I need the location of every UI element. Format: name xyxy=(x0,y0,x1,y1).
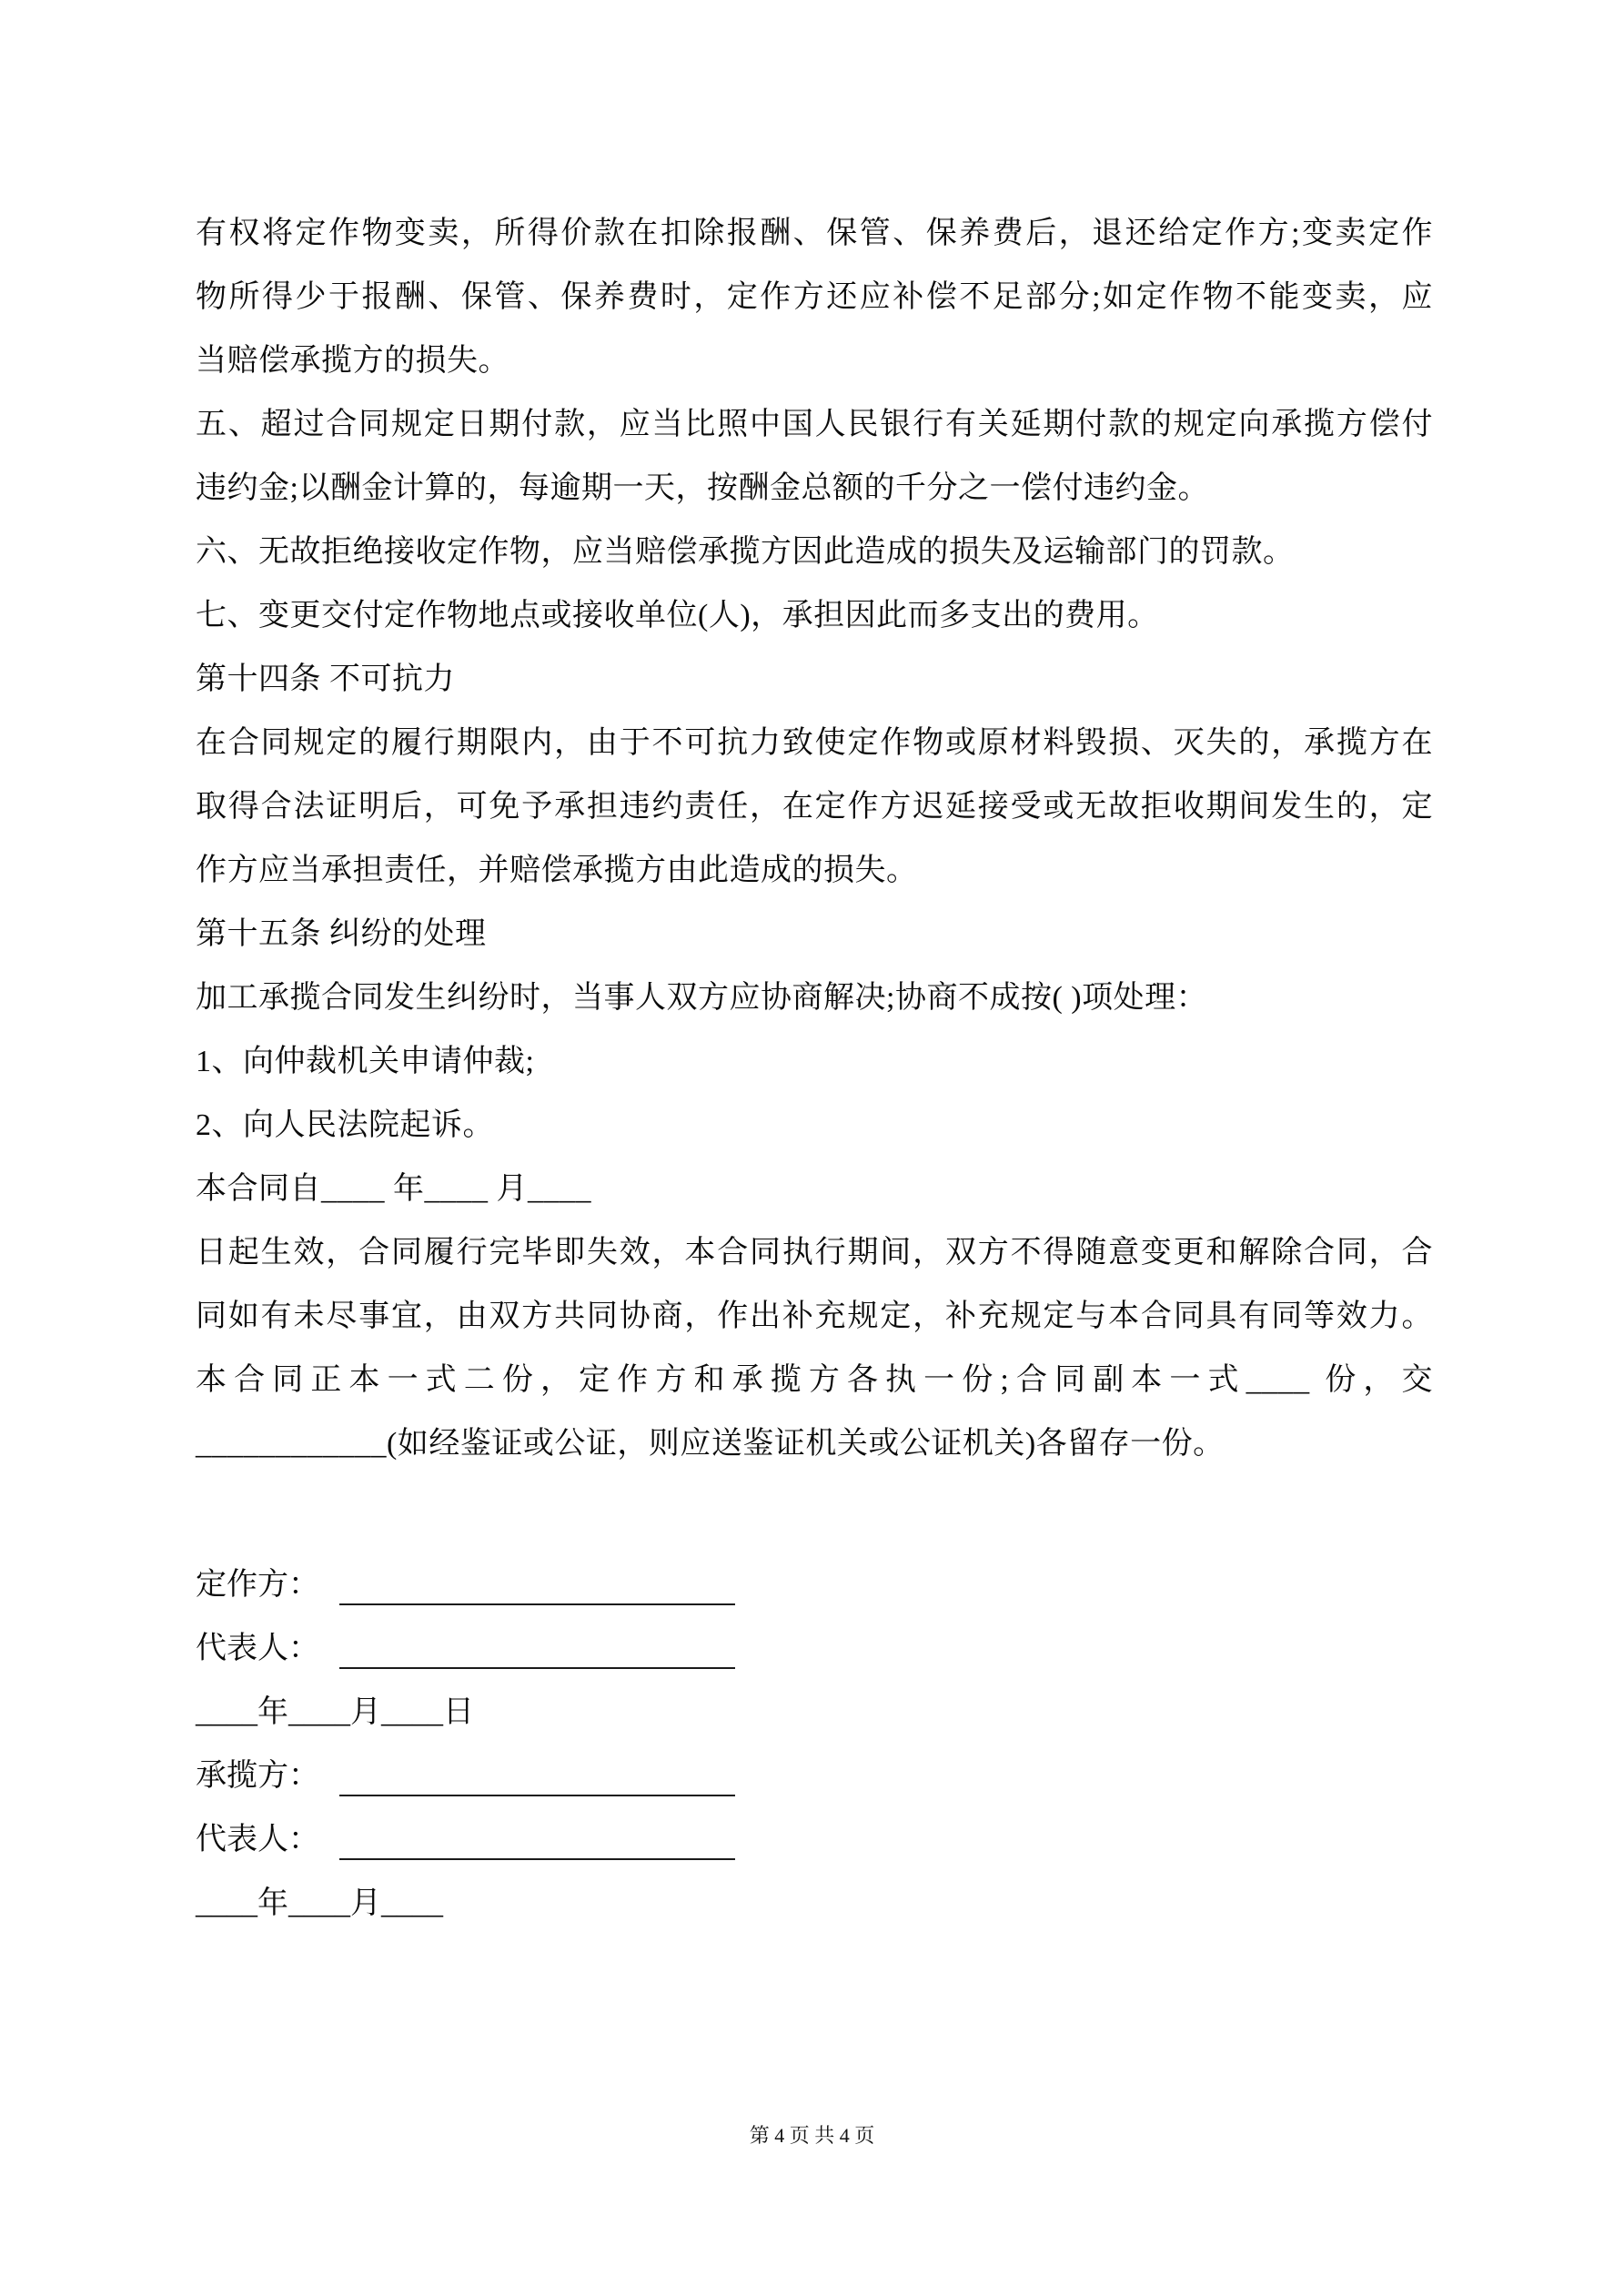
body-line: 六、无故拒绝接收定作物，应当赔偿承揽方因此造成的损失及运输部门的罚款。 xyxy=(196,535,1295,569)
clause-heading: 第十四条 不可抗力 xyxy=(196,663,455,696)
body-line: 在合同规定的履行期限内，由于不可抗力致使定作物或原材料毁损、灭失的，承揽方在 xyxy=(196,726,1433,760)
list-item: 2、向人民法院起诉。 xyxy=(196,1108,494,1142)
body-line: 同如有未尽事宜，由双方共同协商，作出补充规定，补充规定与本合同具有同等效力。 xyxy=(196,1300,1433,1333)
signature-blank-line xyxy=(339,1776,735,1796)
signature-blank-line xyxy=(339,1585,735,1605)
signature-row xyxy=(196,1808,1433,1872)
signature-label: 承揽方： xyxy=(196,1759,319,1793)
signature-label: 定作方： xyxy=(196,1568,319,1602)
clause-heading: 第十五条 纠纷的处理 xyxy=(196,917,487,951)
body-line: 五、超过合同规定日期付款，应当比照中国人民银行有关延期付款的规定向承揽方偿付 xyxy=(196,408,1433,441)
list-item: 1、向仲裁机关申请仲裁; xyxy=(196,1045,535,1078)
body-line: 当赔偿承揽方的损失。 xyxy=(196,344,509,378)
signature-blank-line xyxy=(339,1649,735,1669)
body-line: 七、变更交付定作物地点或接收单位(人)，承担因此而多支出的费用。 xyxy=(196,599,1159,632)
signature-date-row: ____年____月____日 xyxy=(196,1695,474,1729)
body-line: 作方应当承担责任，并赔偿承揽方由此造成的损失。 xyxy=(196,854,918,887)
signature-row xyxy=(196,1745,1433,1808)
signature-row xyxy=(196,1553,1433,1617)
signature-date-row: ____年____月____ xyxy=(196,1886,443,1920)
body-line: 物所得少于报酬、保管、保养费时，定作方还应补偿不足部分;如定作物不能变卖，应 xyxy=(196,280,1433,314)
body-line: 取得合法证明后，可免予承担违约责任，在定作方迟延接受或无故拒收期间发生的，定 xyxy=(196,790,1433,824)
body-line: 违约金;以酬金计算的，每逾期一天，按酬金总额的千分之一偿付违约金。 xyxy=(196,471,1209,505)
signature-blank-line xyxy=(339,1840,735,1860)
body-line: ____________(如经鉴证或公证，则应送鉴证机关或公证机关)各留存一份。 xyxy=(196,1427,1225,1461)
page-number: 第 4 页 共 4 页 xyxy=(749,2124,875,2147)
signature-label: 代表人： xyxy=(196,1823,319,1856)
body-line: 本合同正本一式二份，定作方和承揽方各执一份;合同副本一式____ 份，交 xyxy=(196,1363,1433,1397)
body-line: 日起生效，合同履行完毕即失效，本合同执行期间，双方不得随意变更和解除合同，合 xyxy=(196,1236,1433,1269)
body-line: 有权将定作物变卖，所得价款在扣除报酬、保管、保养费后，退还给定作方;变卖定作 xyxy=(196,217,1433,250)
signature-block xyxy=(196,1553,1433,1936)
body-line: 本合同自____ 年____ 月____ xyxy=(196,1172,591,1206)
body-line: 加工承揽合同发生纠纷时，当事人双方应协商解决;协商不成按( )项处理： xyxy=(196,981,1208,1015)
signature-label: 代表人： xyxy=(196,1632,319,1665)
signature-row xyxy=(196,1617,1433,1681)
contract-body xyxy=(196,202,1433,1936)
